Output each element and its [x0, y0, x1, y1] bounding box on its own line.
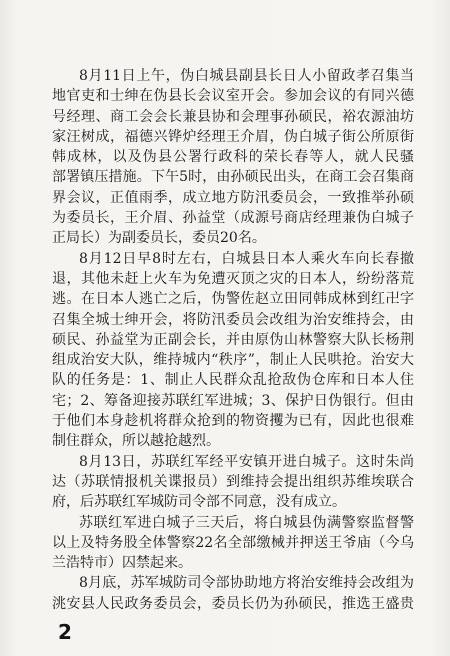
text-line: 逃。在日本人逃亡之后，伪警佐赵立田同韩成林到红卍字	[52, 291, 414, 308]
page-number: 2	[58, 620, 72, 644]
text-line: 宅；2、筹备迎接苏联红军进城；3、保护日伪银行。但由	[52, 392, 414, 409]
text-line: 以上及特务股全体警察22名全部缴械并押送王爷庙（今乌	[52, 534, 414, 551]
text-line: 于他们本身趁机将群众抢到的物资攫为已有，因此也很难	[52, 413, 414, 430]
text-line: 为委员长，王介眉、孙益堂（成源号商店经理兼伪白城子	[52, 210, 414, 227]
text-line: 8月11日上午，伪白城县副县长日人小留政孝召集当	[79, 68, 414, 84]
text-line: 洮安县人民政务委员会，委员长仍为孙硕民，推选王盛贵	[52, 595, 414, 612]
text-line: 家汪树成，福德兴铧炉经理王介眉，伪白城子街公所原街	[52, 128, 414, 145]
text-line: 队的任务是：1、制止人民群众乱抢敌伪仓库和日本人住	[52, 372, 414, 389]
text-line: 硕民、孙益堂为正副会长，并由原伪山林警察大队长杨荆	[52, 331, 414, 348]
text-line: 召集全城士绅开会，将防汛委员会改组为治安维持会，由	[52, 311, 414, 328]
text-line: 府，后苏联红军城防司令部不同意，没有成立。	[52, 494, 346, 511]
paragraph-3	[52, 452, 414, 513]
text-line: 苏联红军进白城子三天后，将白城县伪满警察监督警	[79, 514, 414, 531]
text-line: 8月13日，苏联红军经平安镇开进白城子。这时朱尚	[79, 453, 414, 470]
text-line: 8月底，苏军城防司令部协助地方将治安维持会改组为	[79, 575, 414, 592]
text-line: 组成治安大队，维持城内“秩序”，制止人民哄抢。治安大	[52, 352, 414, 369]
text-line: 号经理、商工会会长兼县协和会理事孙硕民，裕农源油坊	[52, 108, 414, 125]
body-text	[52, 66, 414, 614]
paragraph-4	[52, 513, 414, 574]
paragraph-1	[52, 66, 414, 249]
text-line: 制住群众，所以越抢越烈。	[52, 433, 220, 450]
text-line: 退，其他未赶上火车为免遭灭顶之灾的日本人，纷纷落荒	[52, 270, 414, 287]
text-line: 正局长）为副委员长，委员20名。	[52, 230, 266, 247]
text-line: 地官吏和士绅在伪县长会议室开会。参加会议的有同兴德	[52, 88, 414, 105]
text-line: 达（苏联情报机关谍报员）到维持会提出组织苏维埃联合	[52, 473, 414, 490]
text-line: 界会议，正值雨季，成立地方防汛委员会，一致推举孙硕	[52, 189, 414, 206]
text-line: 韩成林，以及伪县公署行政科的荣长春等人，就人民骚	[52, 149, 414, 166]
text-line: 部署镇压措施。下午5时，由孙硕民出头，在商工会召集商	[52, 169, 414, 186]
text-line: 兰浩特市）囚禁起来。	[52, 555, 192, 572]
paragraph-5	[52, 573, 414, 614]
text-line: 8月12日早8时左右，白城县日本人乘火车向长春撤	[79, 250, 414, 267]
paragraph-2	[52, 249, 414, 452]
